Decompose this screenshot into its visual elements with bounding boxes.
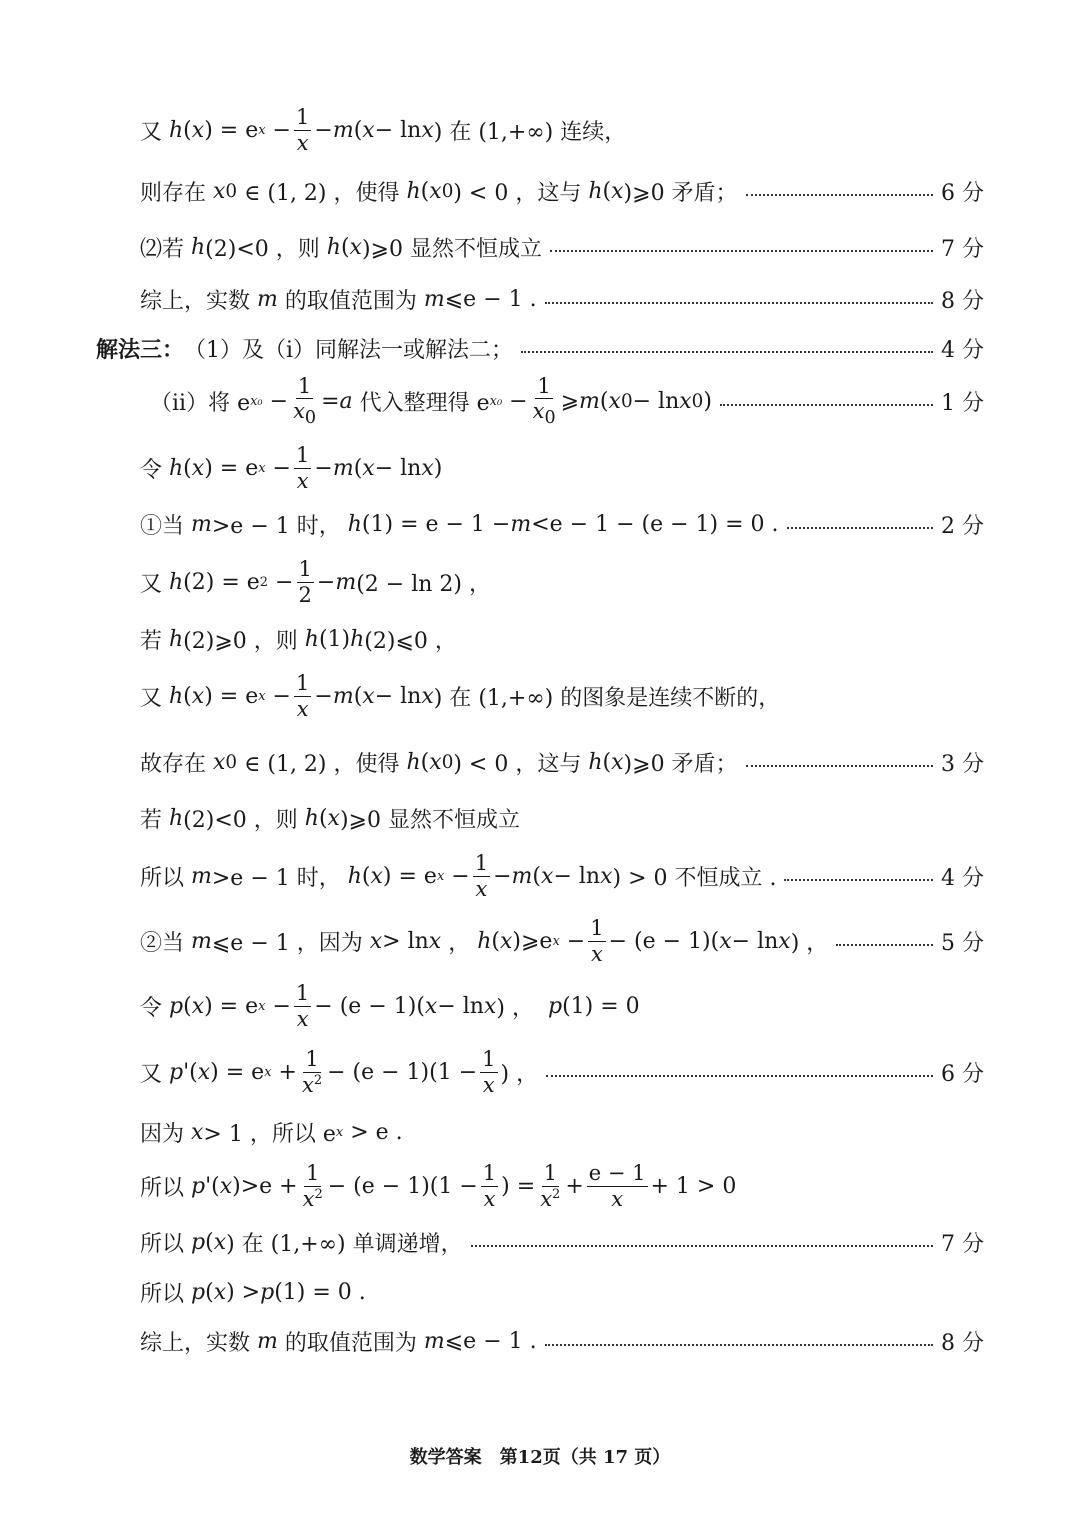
fraction: $\frac{1}{x}$ (295, 981, 310, 1031)
line-15 (140, 915, 984, 967)
fraction: $\frac{1}{x}$ (590, 916, 604, 966)
fraction: $\frac{1}{x^2}$ (301, 1047, 323, 1097)
score: 4 分 (941, 865, 984, 891)
line-2-text: 则存在 x 0 ∈ (1, 2) ，使得 h ( x 0 ) < 0 ，这与 h ( x )⩾0 矛盾； (140, 178, 738, 206)
line-20-text: 所以 p ( x ) 在 (1,+∞) 单调递增， (140, 1229, 463, 1257)
line-1 (140, 104, 984, 156)
line-6-text: （ii）将 e x₀ − $\frac{1}{x_0}$ = a 代入整理得 e x₀ − $\frac{1}{x_0}$ ⩾ m ( x 0 − ln x 0 ) (150, 373, 712, 429)
line-19 (140, 1158, 984, 1214)
line-20 (140, 1227, 984, 1257)
score: 6 分 (941, 180, 984, 206)
line-3 (140, 232, 984, 262)
leader-dots (784, 879, 933, 881)
line-13 (140, 803, 984, 833)
fraction: $\frac{1}{x}$ (296, 671, 310, 721)
leader-dots (746, 765, 933, 767)
fraction: $\frac{1}{x_0}$ (532, 373, 556, 429)
line-8 (140, 509, 984, 539)
line-9 (140, 556, 984, 608)
leader-dots (720, 404, 933, 406)
leader-dots (550, 250, 933, 252)
leader-dots (521, 351, 933, 353)
leader-dots (746, 194, 933, 196)
line-7-text: 令 h ( x ) = e x − $\frac{1}{x}$ − m ( x − ln x ) (140, 443, 443, 493)
score: 1 分 (941, 390, 984, 416)
line-21 (140, 1277, 984, 1307)
fraction: $\frac{1}{x^2}$ (540, 1161, 561, 1211)
line-11-text: 又 h ( x ) = e x − $\frac{1}{x}$ − m ( x − ln x ) 在 (1,+∞) 的图象是连续不断的， (140, 671, 781, 721)
line-16-text: 令 p ( x ) = e x − $\frac{1}{x}$ − (e − 1)( x − ln x ) ， p (1) = 0 (140, 981, 640, 1031)
page-footer: 数学答案 第12页（共 17 页） (409, 1447, 671, 1468)
fraction: $\frac{1}{x}$ (474, 851, 489, 901)
line-4-text: 综上，实数 m 的取值范围为 m ⩽e − 1 . (140, 286, 537, 314)
line-21-text: 所以 p ( x ) > p (1) = 0 . (140, 1279, 366, 1307)
line-14-text: 所以 m >e − 1 时， h ( x ) = e x − $\frac{1}{x}$ − m ( x − ln x ) > 0 不恒成立 . (140, 851, 777, 901)
line-18-text: 因为 x > 1 ，所以 e x > e . (140, 1119, 403, 1147)
score: 7 分 (941, 1231, 984, 1257)
line-1-text: 又 h ( x ) = e x − $\frac{1}{x}$ − m ( x − ln x ) 在 (1,+∞) 连续， (140, 105, 627, 155)
leader-dots (787, 527, 933, 529)
fraction: $\frac{1}{x^2}$ (302, 1161, 323, 1211)
leader-dots (471, 1245, 933, 1247)
line-7 (140, 442, 984, 494)
fraction: $\frac{1}{x}$ (296, 105, 310, 155)
score: 8 分 (941, 1330, 984, 1356)
score: 6 分 (941, 1061, 984, 1087)
fraction: $\frac{1}{2}$ (298, 557, 312, 607)
line-17 (140, 1045, 984, 1099)
fraction: $\frac{e - 1}{x}$ (588, 1161, 646, 1211)
line-14 (140, 850, 984, 902)
line-6 (150, 374, 984, 428)
line-13-text: 若 h (2)<0 ，则 h ( x )⩾0 显然不恒成立 (140, 805, 520, 833)
fraction: $\frac{1}{x}$ (296, 443, 310, 493)
score: 7 分 (941, 236, 984, 262)
score: 2 分 (941, 513, 984, 539)
line-10-text: 若 h (2)⩾0 ，则 h (1) h (2)⩽0 ， (140, 626, 457, 654)
line-19-text: 所以 p '( x )>e + $\frac{1}{x^2}$ − (e − 1)(1 − $\frac{1}{x}$ ) = $\frac{1}{x^2}$ + $\frac{e - 1}{x}$ + 1 > 0 (140, 1161, 737, 1211)
line-17-text: 又 p '( x ) = e x + $\frac{1}{x^2}$ − (e − 1)(1 − $\frac{1}{x}$ ) ， (140, 1047, 539, 1097)
score: 3 分 (941, 751, 984, 777)
leader-dots (545, 302, 933, 304)
line-12 (140, 747, 984, 777)
method-label: 解法三： (96, 336, 185, 363)
score: 4 分 (941, 337, 984, 363)
line-11 (140, 670, 984, 722)
line-2 (140, 176, 984, 206)
line-10 (140, 624, 984, 654)
line-15-text: ②当 m ⩽e − 1 ，因为 x > ln x ， h ( x )⩾e x − $\frac{1}{x}$ − (e − 1)( x − ln x ) ， (140, 916, 829, 966)
fraction: $\frac{1}{x}$ (482, 1047, 496, 1097)
line-5-text: 解法三： （1）及（i）同解法一或解法二； (96, 333, 513, 364)
line-5 (96, 333, 984, 363)
leader-dots (545, 1344, 933, 1346)
fraction: $\frac{1}{x}$ (482, 1161, 497, 1211)
score: 8 分 (941, 288, 984, 314)
line-16 (140, 980, 984, 1032)
line-3-text: ⑵若 h (2)<0 ，则 h ( x )⩾0 显然不恒成立 (140, 234, 542, 262)
line-22 (140, 1326, 984, 1356)
line-8-text: ①当 m >e − 1 时， h (1) = e − 1 − m <e − 1 − (e − 1) = 0 . (140, 511, 779, 539)
leader-dots (836, 944, 933, 946)
line-22-text: 综上，实数 m 的取值范围为 m ⩽e − 1 . (140, 1328, 537, 1356)
score: 5 分 (941, 930, 984, 956)
fraction: $\frac{1}{x_0}$ (293, 373, 317, 429)
line-12-text: 故存在 x 0 ∈ (1, 2) ，使得 h ( x 0 ) < 0 ，这与 h ( x )⩾0 矛盾； (140, 749, 738, 777)
leader-dots (546, 1075, 933, 1077)
line-9-text: 又 h (2) = e 2 − $\frac{1}{2}$ − m (2 − ln 2) ， (140, 557, 491, 607)
line-18 (140, 1117, 984, 1147)
line-4 (140, 284, 984, 314)
